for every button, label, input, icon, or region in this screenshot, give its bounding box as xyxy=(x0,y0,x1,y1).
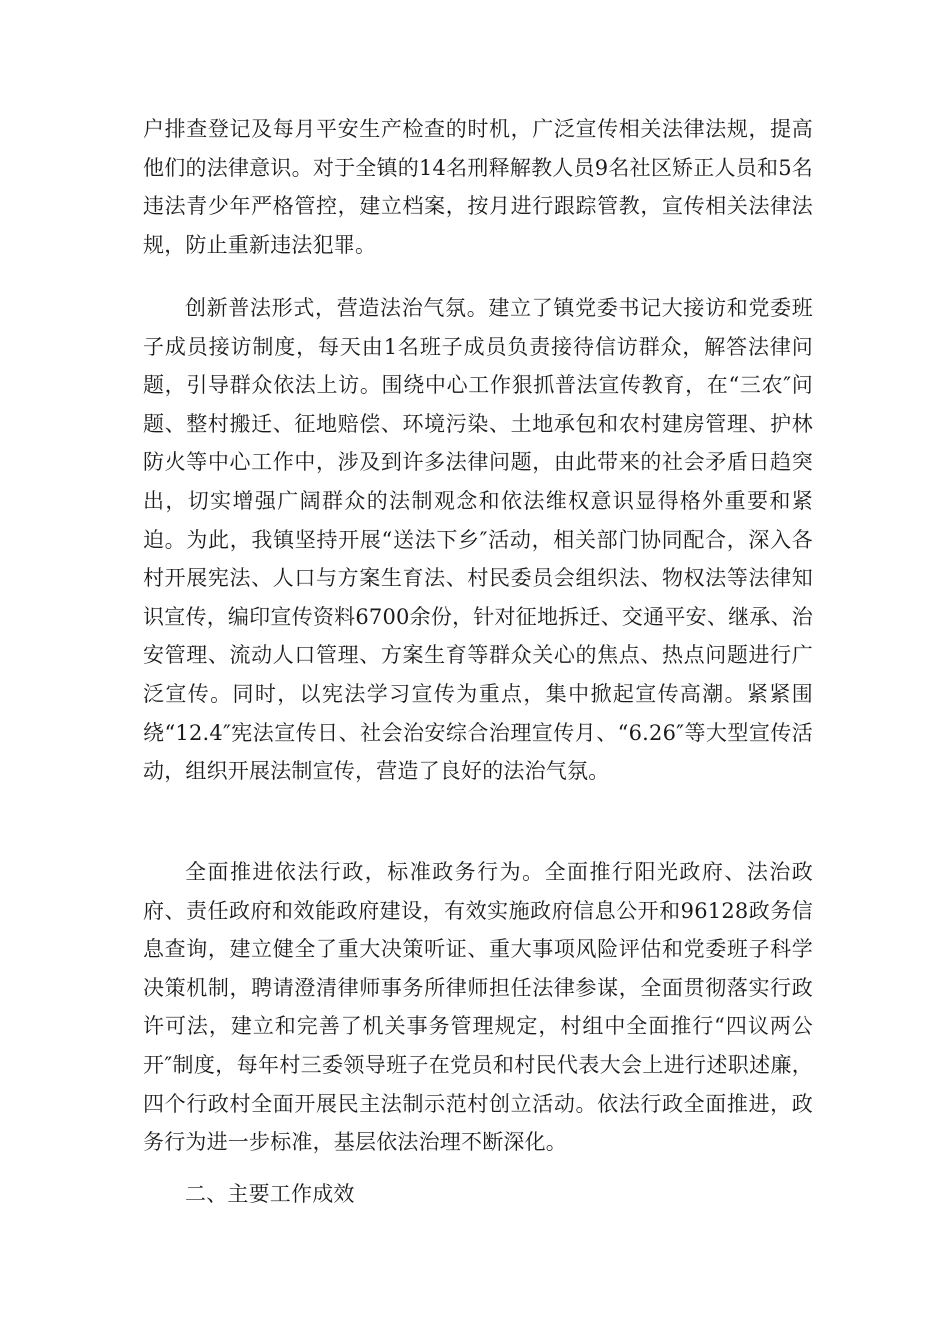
paragraph-1: 户排查登记及每月平安生产检查的时机，广泛宣传相关法律法规，提高他们的法律意识。对于全镇的14名刑释解教人员9名社区矫正人员和5名违法青少年严格管控，建立档案，按月进行跟踪管教，宣传相关法律法规，防止重新违法犯罪。 xyxy=(143,117,813,257)
paragraph-2: 创新普法形式，营造法治气氛。建立了镇党委书记大接访和党委班子成员接访制度，每天由1名班子成员负责接待信访群众，解答法律问题，引导群众依法上访。围绕中心工作狠抓普法宣传教育，在“三农″问题、整村搬迁、征地赔偿、环境污染、土地承包和农村建房管理、护林防火等中心工作中，涉及到许多法律问题，由此带来的社会矛盾日趋突出，切实增强广阔群众的法制观念和依法维权意识显得格外重要和紧迫。为此，我镇坚持开展“送法下乡″活动，相关部门协同配合，深入各村开展宪法、人口与方案生育法、村民委员会组织法、物权法等法律知识宣传，编印宣传资料6700余份，针对征地拆迁、交通平安、继承、治安管理、流动人口管理、方案生育等群众关心的焦点、热点问题进行广泛宣传。同时，以宪法学习宣传为重点，集中掀起宣传高潮。紧紧围绕“12.4″宪法宣传日、社会治安综合治理宣传月、“6.26″等大型宣传活动，组织开展法制宣传，营造了良好的法治气氛。 xyxy=(143,296,813,784)
section-heading: 二、主要工作成效 xyxy=(185,1182,355,1206)
paragraph-3: 全面推进依法行政，标准政务行为。全面推行阳光政府、法治政府、责任政府和效能政府建设，有效实施政府信息公开和96128政务信息查询，建立健全了重大决策听证、重大事项风险评估和党委班子科学决策机制，聘请澄清律师事务所律师担任法律参谋，全面贯彻落实行政许可法，建立和完善了机关事务管理规定，村组中全面推行“四议两公开″制度，每年村三委领导班子在党员和村民代表大会上进行述职述廉，四个行政村全面开展民主法制示范村创立活动。依法行政全面推进，政务行为进一步标准，基层依法治理不断深化。 xyxy=(143,860,813,1155)
